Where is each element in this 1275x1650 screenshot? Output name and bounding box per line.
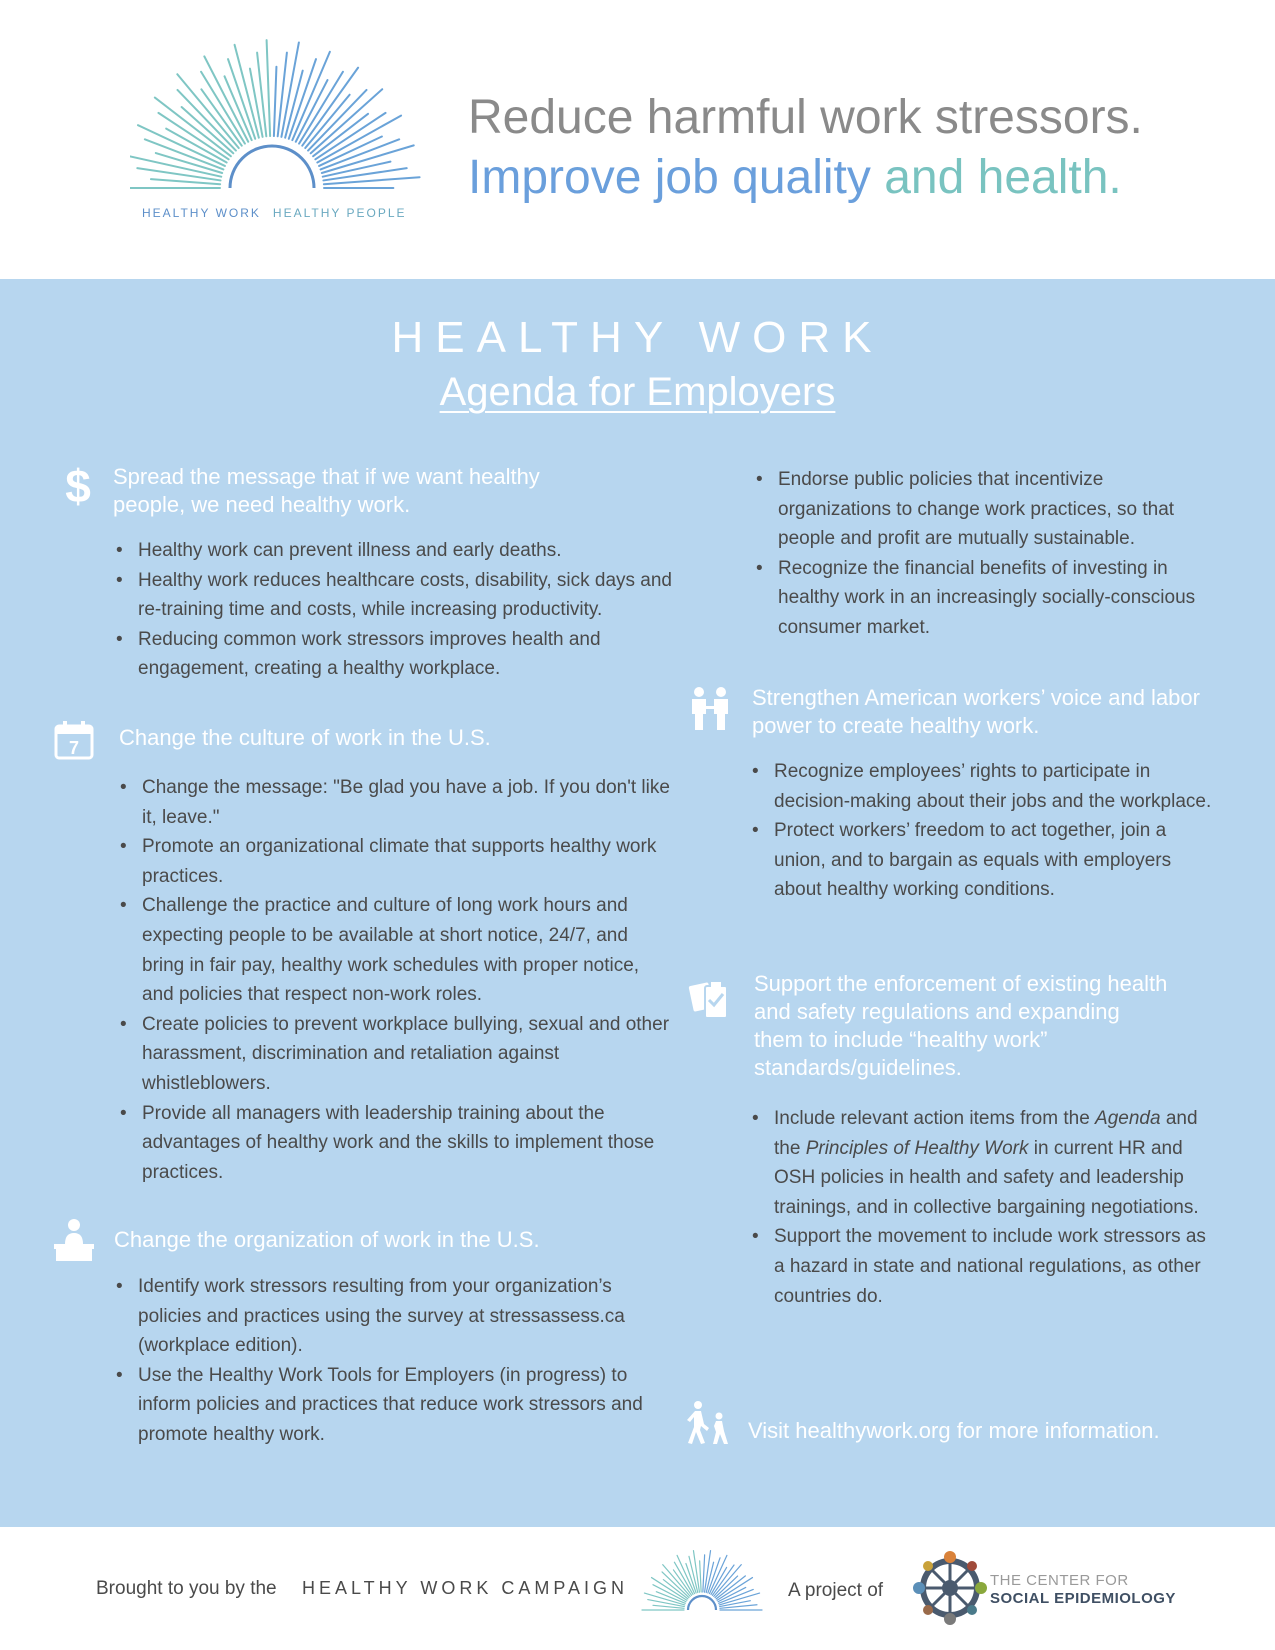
list-item <box>750 1104 1214 1222</box>
list-spread <box>114 536 674 684</box>
desk-worker-icon <box>52 1218 96 1262</box>
list-item: • Provide all managers with leadership training about the advantages of healthy work and the skills to implement those practices. <box>118 1099 674 1188</box>
list-item: • Change the message: "Be glad you have a job. If you don't like it, leave." <box>118 773 674 832</box>
list-item: • Support the movement to include work stressors as a hazard in state and national regulations, as other countries do. <box>750 1222 1214 1311</box>
cse-name-line-1: THE CENTER FOR <box>990 1572 1129 1589</box>
section-heading-enforcement: Support the enforcement of existing health and safety regulations and expanding them to include “healthy work” standards/guidelines. <box>754 971 1168 1080</box>
tagline-improve: Improve job quality <box>468 151 871 204</box>
agenda-reference: Agenda <box>1095 1108 1161 1129</box>
list-item: • Identify work stressors resulting from your organization’s policies and practices using the survey at stressassess.ca (workplace edition). <box>114 1272 674 1361</box>
sunburst-ray <box>257 53 266 137</box>
footer-project-of: A project of <box>788 1580 884 1601</box>
list-item: • Healthy work reduces healthcare costs, disability, sick days and re-training time and costs, while increasing productivity. <box>114 566 674 625</box>
mini-sunburst-logo <box>640 1548 764 1614</box>
sunburst-ray <box>274 67 277 136</box>
list-item-text: Include relevant action items from the <box>774 1108 1096 1129</box>
sunburst-ray <box>278 53 287 137</box>
sunburst-arc <box>688 1596 716 1610</box>
healthy-work-logo <box>130 38 430 228</box>
sunburst-ray <box>158 113 228 159</box>
section-heading-organization: Change the organization of work in the U.S. <box>114 1227 540 1252</box>
sunburst-arc <box>230 146 314 188</box>
section-heading-spread: Spread the message that if we want healthy people, we need healthy work. <box>113 464 540 517</box>
sunburst-ray <box>315 113 385 159</box>
logo-caption-work: HEALTHY WORK <box>142 206 261 220</box>
walking-people-icon <box>686 1400 730 1444</box>
list-item: • Use the Healthy Work Tools for Employers (in progress) to inform policies and practices that reduce work stressors and promote healthy work. <box>114 1361 674 1450</box>
page-title: HEALTHY WORK <box>391 313 884 362</box>
page-header <box>0 0 1275 278</box>
people-icon <box>688 686 732 730</box>
tagline <box>468 88 1143 208</box>
calendar-day: 7 <box>68 738 80 758</box>
list-item: • Reducing common work stressors improves health and engagement, creating a healthy workplace. <box>114 625 674 684</box>
list-organization <box>114 1272 674 1450</box>
visit-link[interactable]: Visit healthywork.org for more information. <box>748 1418 1160 1443</box>
logo-caption-people: HEALTHY PEOPLE <box>272 206 407 220</box>
section-heading-voice: Strengthen American workers’ voice and labor power to create healthy work. <box>752 685 1200 738</box>
calendar-icon <box>52 718 96 762</box>
sunburst-ray <box>292 52 330 140</box>
page-subtitle: Agenda for Employers <box>439 370 836 414</box>
sunburst-ray <box>703 1555 705 1592</box>
list-item-text: and the <box>774 1108 1198 1159</box>
sunburst-ray <box>662 1572 689 1598</box>
list-item: • Promote an organizational climate that supports healthy work practices. <box>118 832 674 891</box>
list-item: • Healthy work can prevent illness and early deaths. <box>114 536 674 566</box>
sunburst-ray <box>151 179 220 184</box>
list-item: • Challenge the practice and culture of long work hours and expecting people to be available at short notice, 24/7, and bring in fair pay, healthy work schedules with proper notice, and policies that respect non-work roles. <box>118 891 674 1009</box>
list-policy <box>754 465 1214 643</box>
principles-reference: Principles of Healthy Work <box>805 1137 1029 1159</box>
sunburst-ray <box>267 40 271 136</box>
sunburst-ray <box>700 1561 701 1592</box>
footer-brought-by: Brought to you by the <box>96 1578 277 1599</box>
sunburst-icon <box>130 38 430 208</box>
list-culture <box>118 773 674 1187</box>
cse-wheel-logo <box>912 1550 988 1626</box>
tagline-health: and health. <box>870 151 1122 204</box>
cse-name-line-2: SOCIAL EPIDEMIOLOGY <box>990 1590 1176 1607</box>
list-voice <box>750 757 1214 905</box>
logo-caption <box>142 206 407 220</box>
list-item-text: in current HR and OSH policies in health and safety and leadership trainings, and in collective bargaining negotiations. <box>774 1137 1199 1218</box>
list-item: • Protect workers’ freedom to act together, join a union, and to bargain as equals with employers about healthy working conditions. <box>750 816 1214 905</box>
list-enforcement <box>750 1104 1214 1311</box>
list-item: • Create policies to prevent workplace bullying, sexual and other harassment, discrimination and retaliation against whistleblowers. <box>118 1010 674 1099</box>
tagline-line-1: Reduce harmful work stressors. <box>468 91 1143 144</box>
list-item: • Recognize employees’ rights to participate in decision-making about their jobs and the workplace. <box>750 757 1214 816</box>
clipboard-icon <box>688 978 732 1022</box>
list-item: • Endorse public policies that incentivize organizations to change work practices, so that people and profit are mutually sustainable. <box>754 465 1214 554</box>
svg-text:$: $ <box>65 462 91 510</box>
tagline-line-2 <box>468 148 1143 208</box>
footer-campaign-name: HEALTHY WORK CAMPAIGN <box>302 1578 629 1598</box>
list-item: • Recognize the financial benefits of investing in healthy work in an increasingly socially-conscious consumer market. <box>754 554 1214 643</box>
sunburst-ray <box>281 42 298 136</box>
section-heading-culture: Change the culture of work in the U.S. <box>119 725 491 750</box>
dollar-icon <box>56 462 100 510</box>
